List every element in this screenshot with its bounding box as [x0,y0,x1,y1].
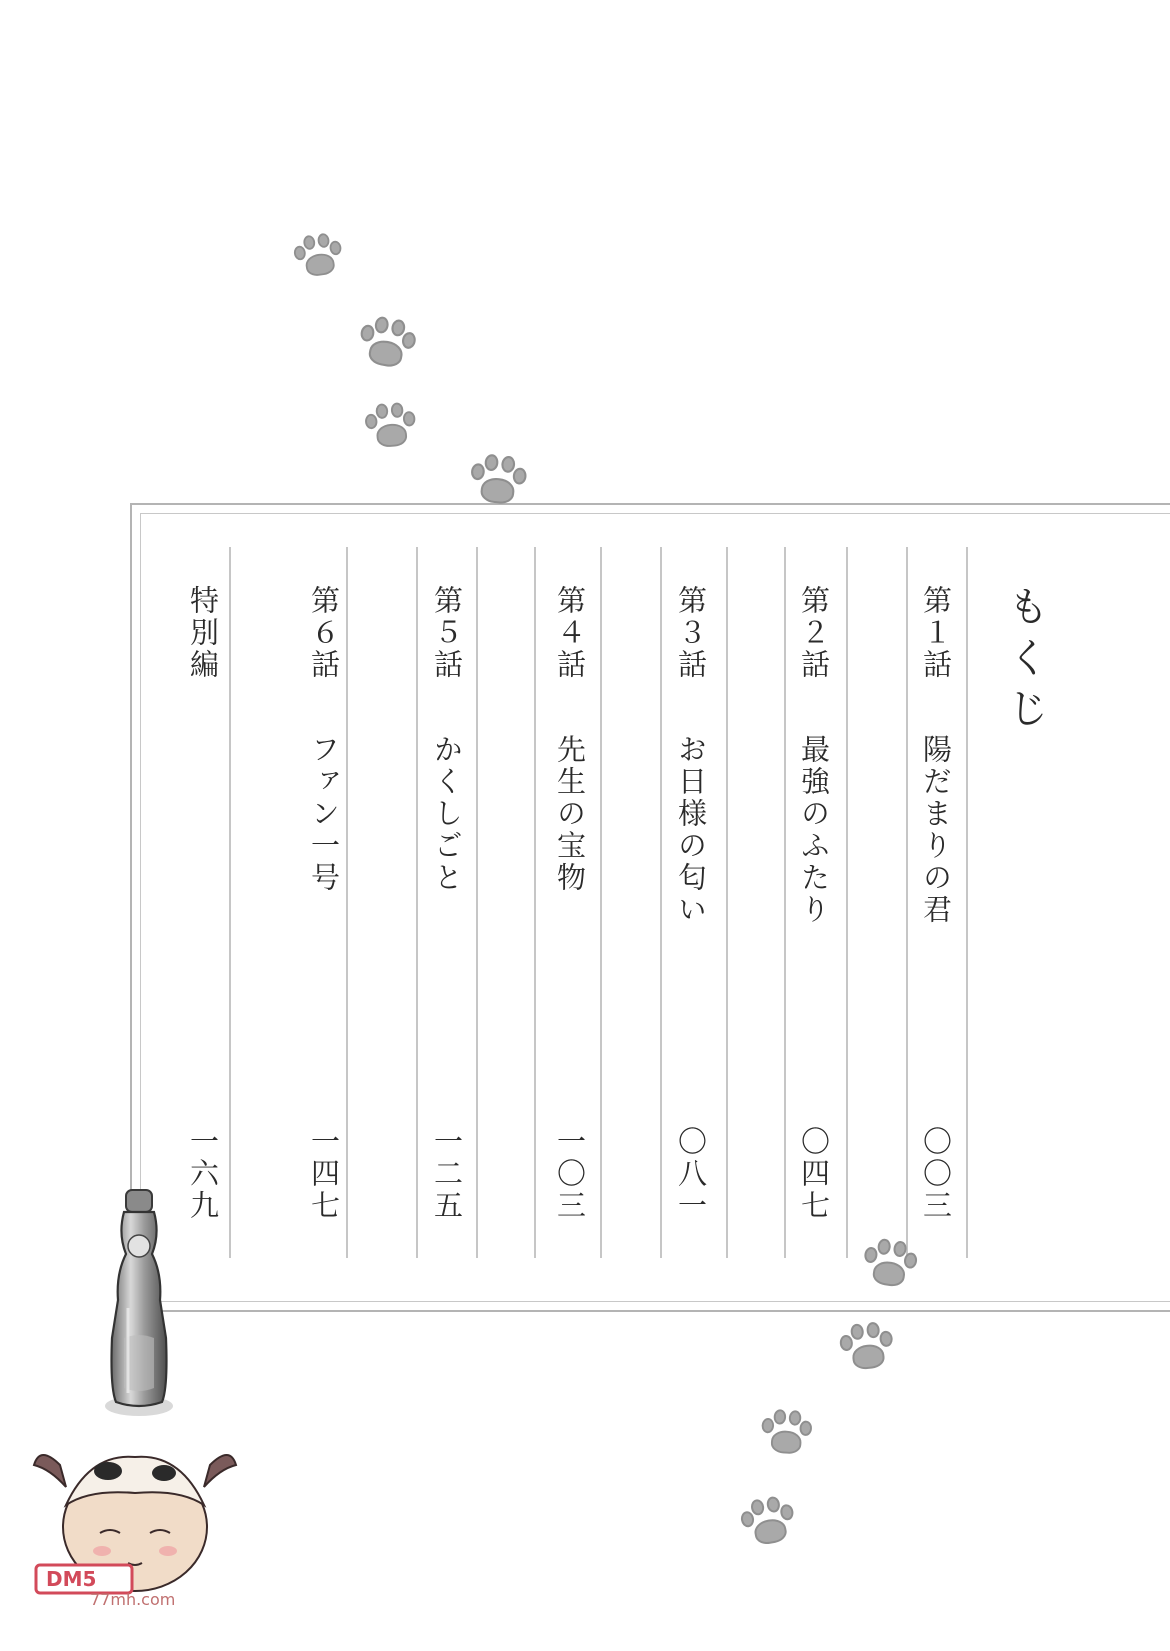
ramune-bottle-illustration [104,1188,174,1418]
toc-entry-page: 一六九 [186,1126,220,1222]
column-rule [660,547,662,1258]
toc-entry-number: 第１話 [919,585,953,681]
toc-entry-number: 第３話 [674,585,708,681]
toc-entry-number: 第６話 [307,585,341,681]
toc-title: もくじ [1001,585,1049,738]
toc-entry-page: 〇〇三 [919,1126,953,1222]
toc-entry-page: 一二五 [430,1126,464,1222]
toc-entry-title: 陽だまりの君 [919,734,953,926]
toc-entry-title: かくしごと [430,734,464,894]
column-rule [229,547,231,1258]
mascot-watermark-logo [30,1435,240,1610]
toc-entry-number: 第４話 [553,585,587,681]
toc-entry-number: 第２話 [797,585,831,681]
column-rule [966,547,968,1258]
column-rule [906,547,908,1258]
toc-entry-title: お日様の匂い [674,734,708,926]
column-rule [346,547,348,1258]
column-rule [600,547,602,1258]
column-rule [726,547,728,1258]
toc-entry-page: 一〇三 [553,1126,587,1222]
column-rule [416,547,418,1258]
column-rule [476,547,478,1258]
toc-entry-number: 第５話 [430,585,464,681]
watermark-url-text: 77mh.com [90,1590,176,1609]
toc-entry-title: ファン一号 [307,734,341,894]
toc-entry-page: 〇八一 [674,1126,708,1222]
toc-entry-number: 特別編 [186,585,220,681]
column-rule [846,547,848,1258]
toc-entry-title: 最強のふたり [797,734,831,926]
toc-entry-page: 一四七 [307,1126,341,1222]
toc-entry-page: 〇四七 [797,1126,831,1222]
column-rule [534,547,536,1258]
column-rule [784,547,786,1258]
toc-entry-title: 先生の宝物 [553,734,587,894]
watermark-logo-text: DM5 [46,1567,97,1591]
